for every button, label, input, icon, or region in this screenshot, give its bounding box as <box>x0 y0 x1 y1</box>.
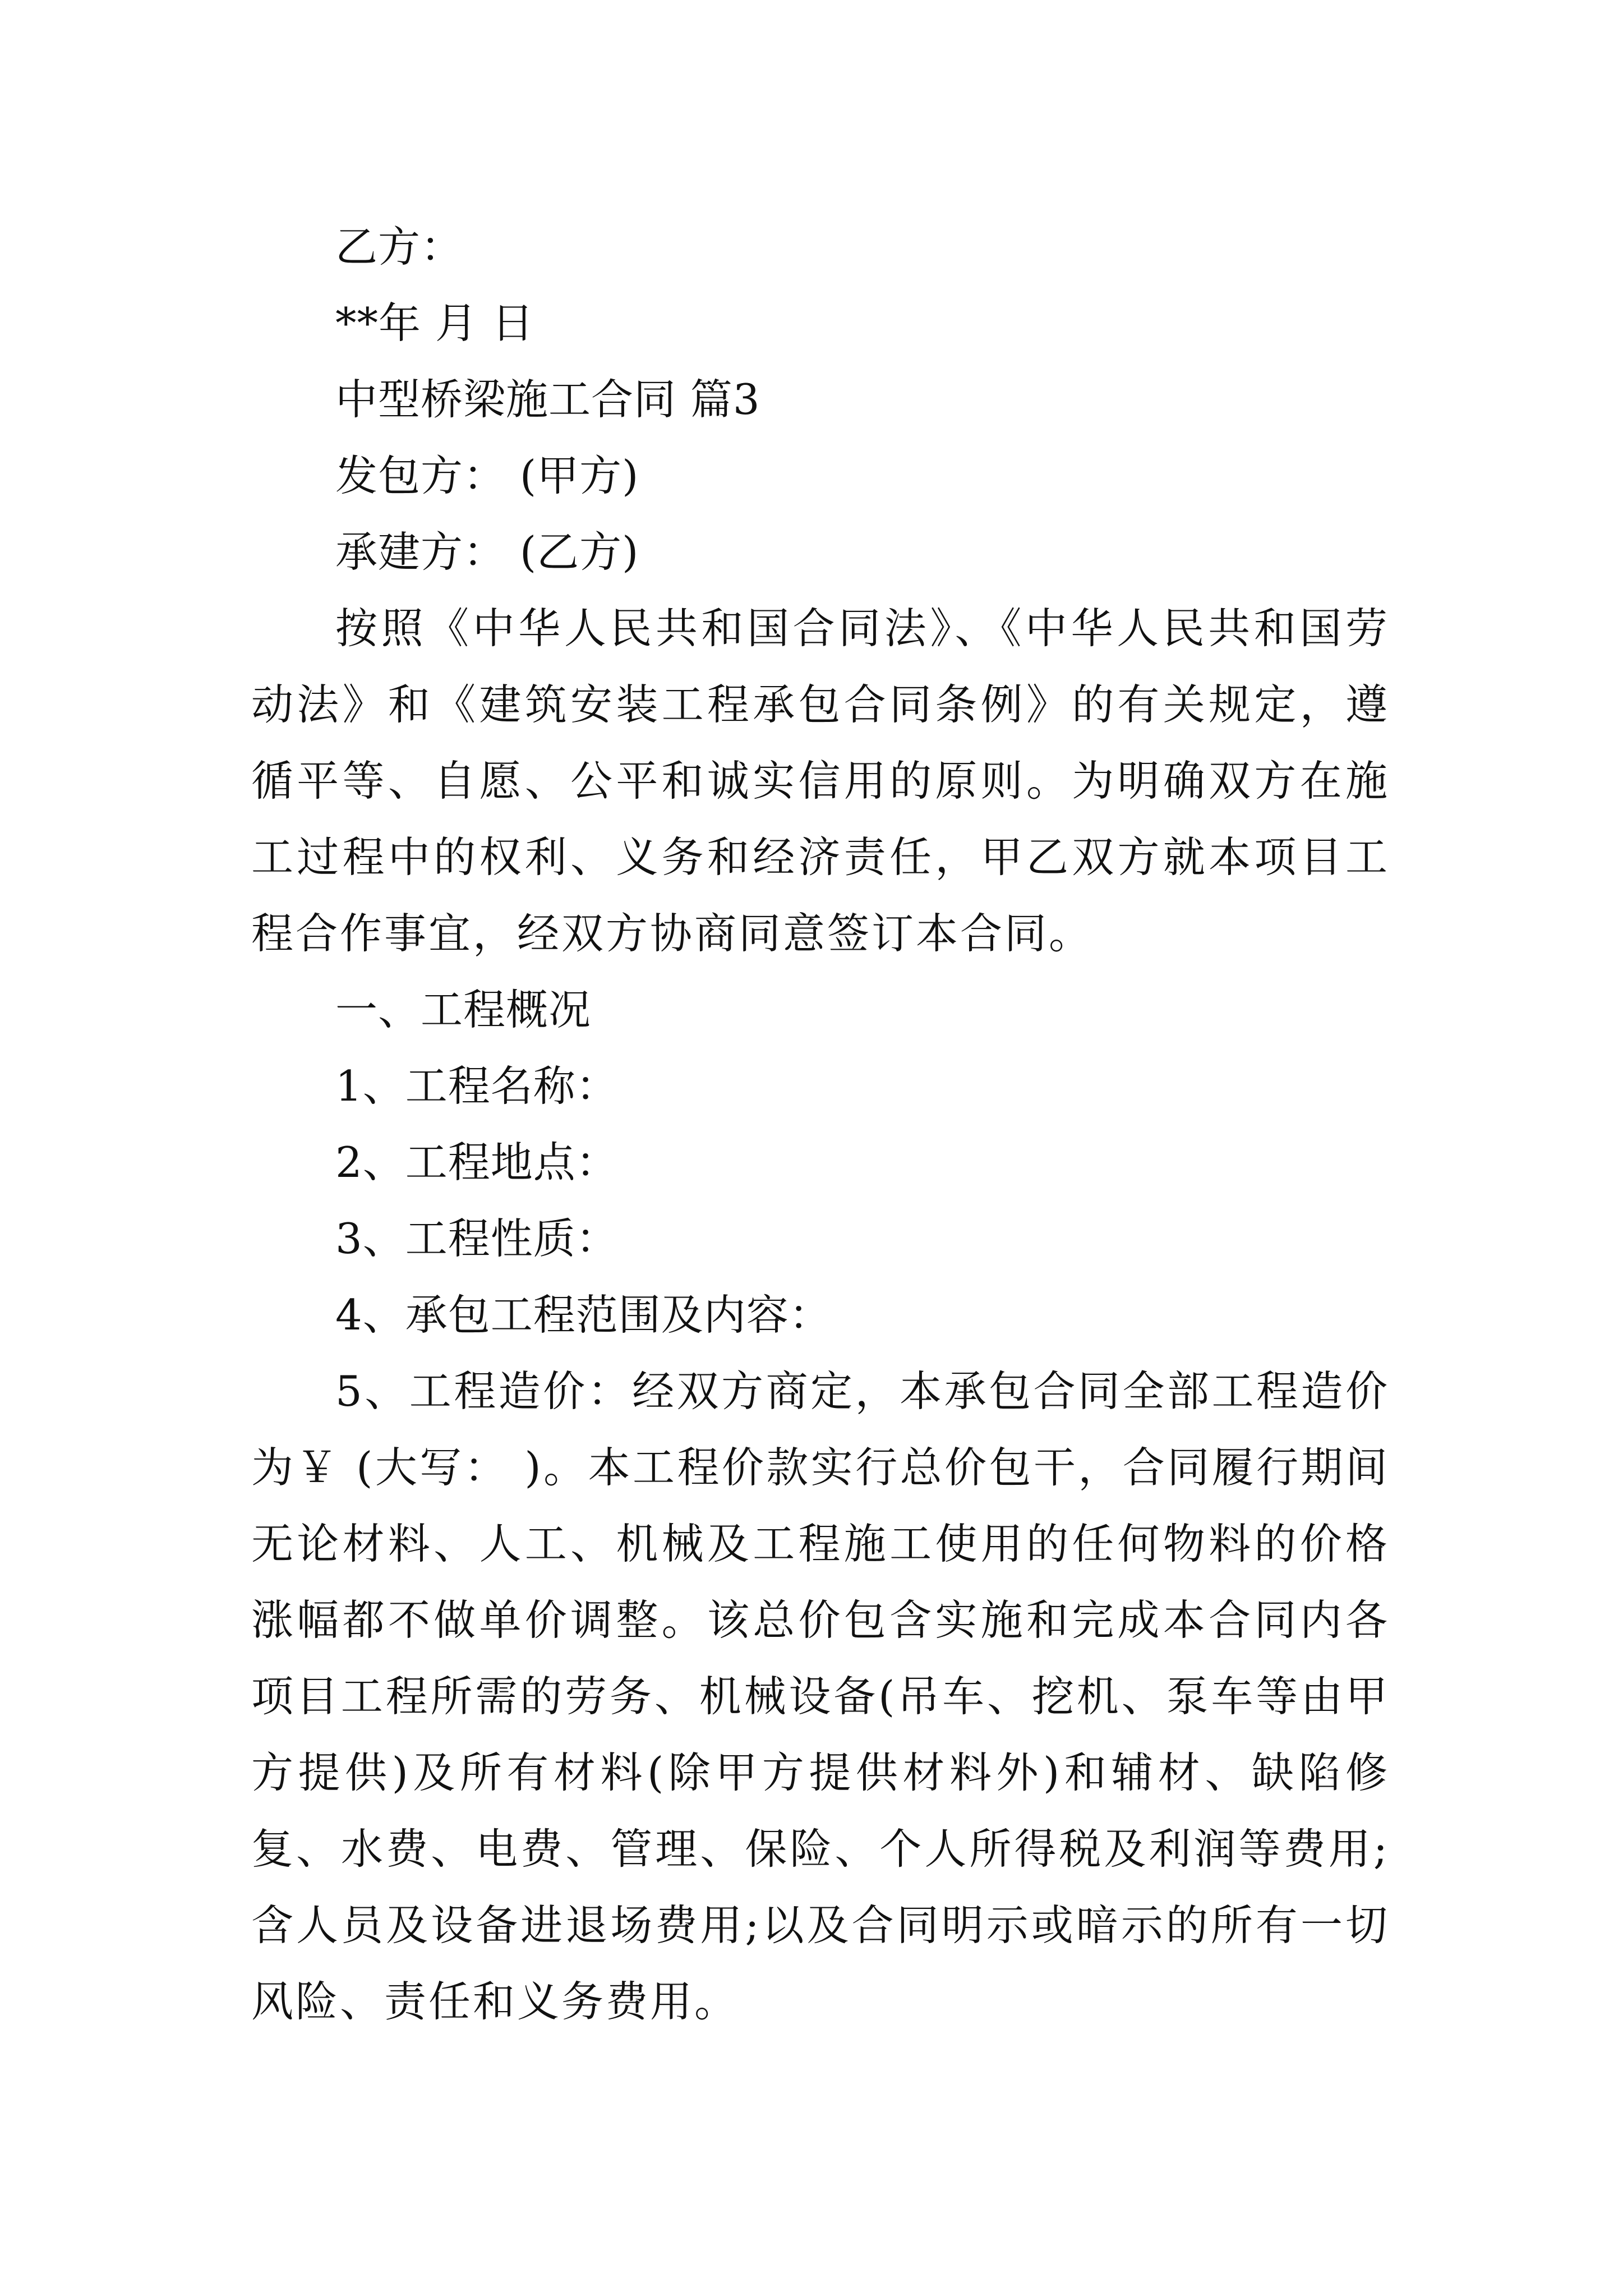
item-project-scope: 4、承包工程范围及内容： <box>335 1290 832 1340</box>
builder-line: 承建方： (乙方) <box>335 527 639 577</box>
item-project-location: 2、工程地点： <box>335 1138 619 1187</box>
date-line: **年 月 日 <box>335 298 534 348</box>
item-project-name: 1、工程名称： <box>335 1061 619 1111</box>
section-title: 中型桥梁施工合同 篇3 <box>335 375 760 424</box>
item-project-nature: 3、工程性质： <box>335 1214 619 1263</box>
intro-paragraph: 按照《中华人民共和国合同法》、《中华人民共和国劳动法》和《建筑安装工程承包合同条例》的有关规定，遵循平等、自愿、公平和诚实信用的原则。为明确双方在施工过程中的权利、义务和经济责任，甲乙双方就本项目工程合作事宜，经双方协商同意签订本合同。 <box>251 604 1390 958</box>
party-b-line: 乙方： <box>335 222 464 272</box>
item-project-cost: 5、工程造价：经双方商定，本承包合同全部工程造价为￥ (大写： )。本工程价款实行总价包干，合同履行期间无论材料、人工、机械及工程施工使用的任何物料的价格涨幅都不做单价调整。该总价包含实施和完成本合同内各项目工程所需的劳务、机械设备(吊车、挖机、泵车等由甲方提供)及所有材料(除甲方提供材料外)和辅材、缺陷修复、水费、电费、管理、保险、个人所得税及利润等费用;含人员及设备进退场费用;以及合同明示或暗示的所有一切风险、责任和义务费用。 <box>251 1366 1390 2026</box>
document-body <box>251 209 1390 2040</box>
contractor-line: 发包方： (甲方) <box>335 451 639 500</box>
heading-project-overview: 一、工程概况 <box>335 985 592 1034</box>
